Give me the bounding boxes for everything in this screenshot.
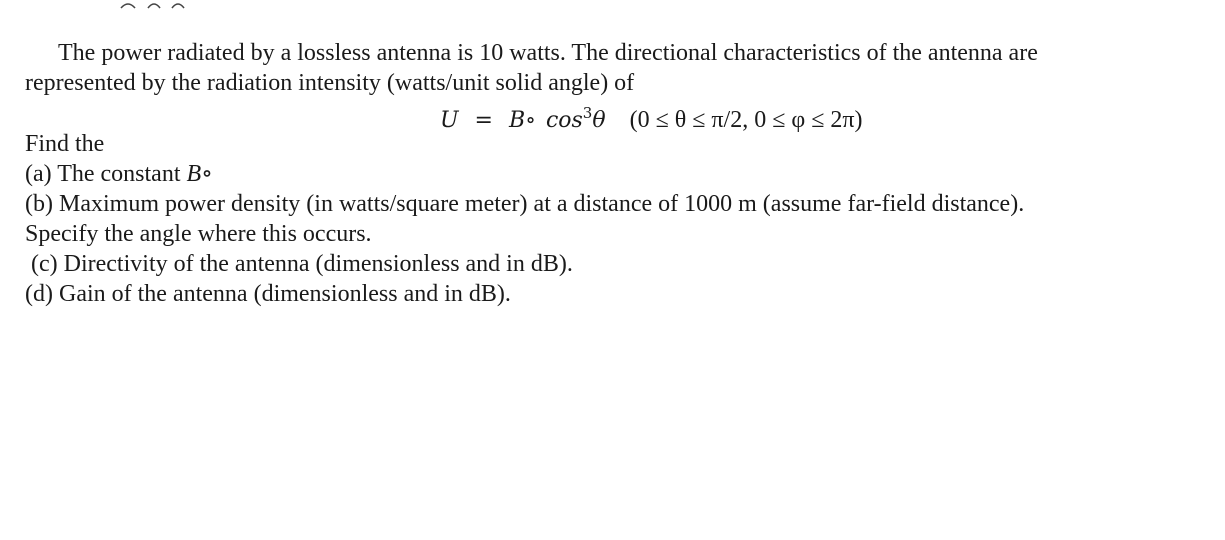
intro-line-1: The power radiated by a lossless antenna is 10 watts. The directional characteristics of the antenna are (58, 40, 1038, 66)
part-b-line-2: Specify the angle where this occurs. (25, 221, 372, 247)
problem-text (25, 38, 1185, 309)
equation-variable: θ (592, 108, 606, 133)
find-the-label: Find the (25, 131, 105, 157)
equation-coefficient: B∘ (508, 108, 536, 133)
equation-exponent: 3 (582, 104, 593, 122)
cropped-text-fragment (118, 0, 198, 10)
intro-line-2: represented by the radiation intensity (watts/unit solid angle) of (25, 70, 635, 96)
part-a-symbol: B∘ (186, 161, 213, 187)
equation-lhs: U (440, 108, 459, 133)
part-b-line-1: (b) Maximum power density (in watts/square meter) at a distance of 1000 m (assume far-field distance). (25, 191, 1025, 217)
equation-function: cos (545, 108, 583, 133)
part-a-text: (a) The constant (25, 161, 187, 187)
equation-range: (0 ≤ θ ≤ π/2, 0 ≤ φ ≤ 2π) (629, 107, 863, 133)
part-d: (d) Gain of the antenna (dimensionless and in dB). (25, 281, 511, 307)
radiation-intensity-equation (25, 98, 1185, 133)
part-a (25, 159, 1185, 189)
equation-equals: = (474, 108, 493, 133)
part-c: (c) Directivity of the antenna (dimensionless and in dB). (31, 251, 573, 277)
